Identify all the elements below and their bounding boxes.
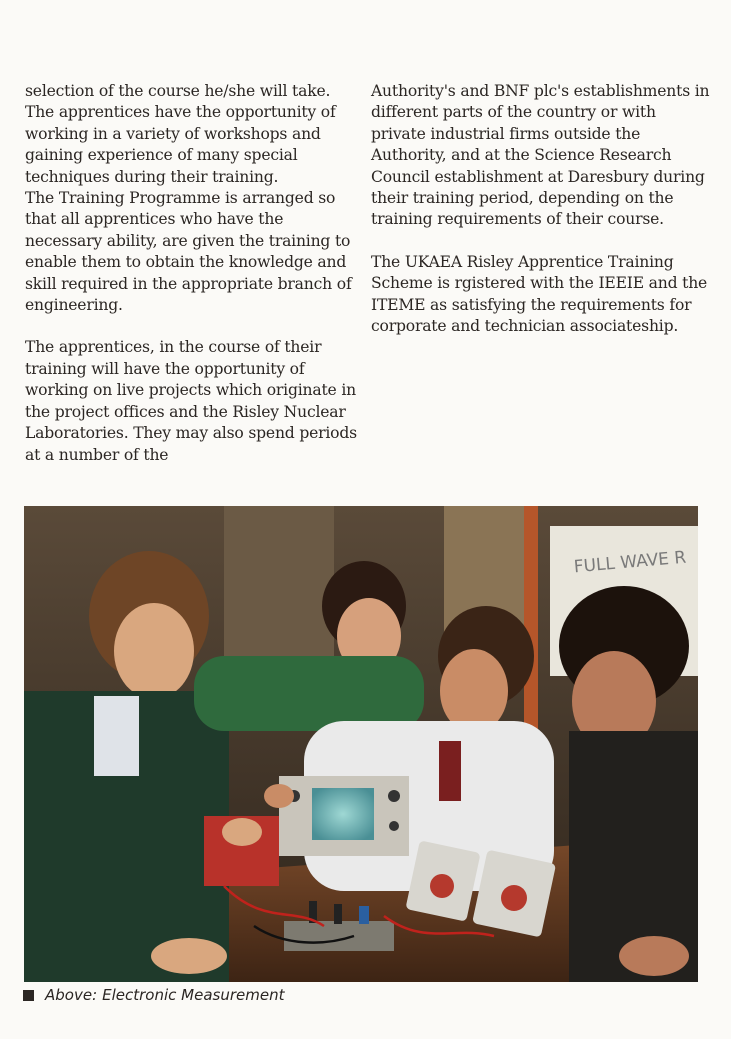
workshop-photo [24, 506, 698, 982]
photo-illustration [24, 506, 698, 982]
caption-label: Above: [45, 986, 98, 1004]
left-text-column [25, 81, 360, 466]
board-text: FULL WAVE R [573, 547, 687, 578]
right-text-column [371, 81, 711, 337]
left-paragraph-1: selection of the course he/she will take. The apprentices have the opportunity of working in a variety of workshops and gaining experience of many special techniques during their training. [25, 82, 336, 186]
left-paragraph-2: The Training Programme is arranged so that all apprentices who have the necessary ability, are given the training to enable them to obtain the knowledge and skill required in the appropriate branch of engineering. [25, 189, 352, 315]
left-paragraph-3: The apprentices, in the course of their training will have the opportunity of working on live projects which originate in the project offices and the Risley Nuclear Laboratories. They may also spend periods at a number of the [25, 338, 357, 464]
right-paragraph-1: Authority's and BNF plc's establishments in different parts of the country or with private industrial firms outside the Authority, and at the Science Research Council establishment at Daresbury during their training period, depending on the training requirements of their course. [371, 82, 710, 229]
photo-caption [23, 986, 284, 1004]
caption-bullet-square [23, 990, 34, 1001]
right-paragraph-2: The UKAEA Risley Apprentice Training Scheme is rgistered with the IEEIE and the ITEME as satisfying the requirements for corporate and technician associateship. [371, 252, 708, 336]
caption-text: Electronic Measurement [102, 986, 285, 1004]
